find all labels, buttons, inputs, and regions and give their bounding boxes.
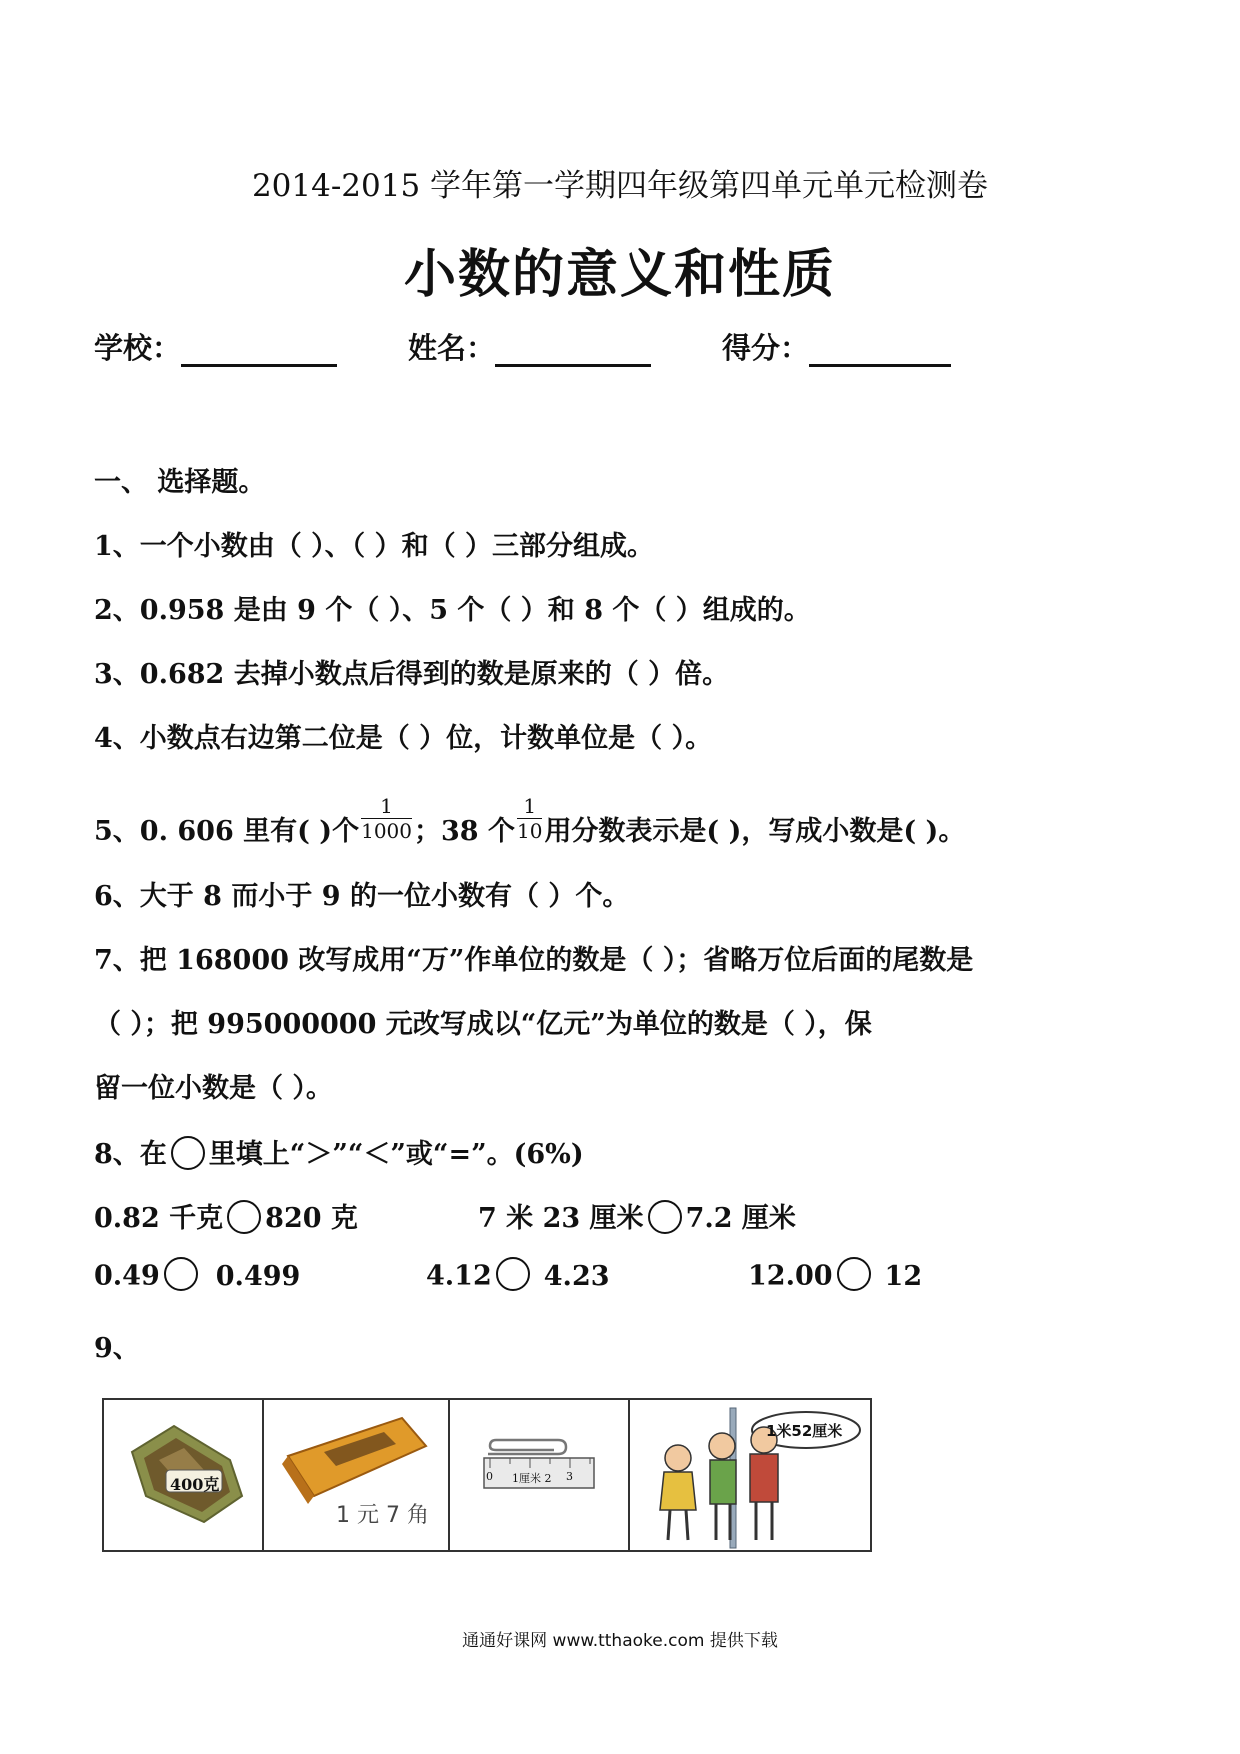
biscuit-price-label: 1 元 7 角 (336, 1503, 429, 1528)
question-4: 4、小数点右边第二位是（ ）位，计数单位是（ ）。 (94, 723, 713, 754)
school-blank[interactable] (181, 334, 337, 367)
question-2: 2、0.958 是由 9 个（ ）、5 个（ ）和 8 个（ ）组成的。 (94, 595, 811, 626)
ruler-three-label: 3 (566, 1470, 573, 1483)
candy-weight-label: 400克 (170, 1475, 220, 1494)
compare-left: 12.00 (748, 1260, 833, 1292)
compare-circle-icon[interactable] (837, 1257, 871, 1291)
compare-right: 0.499 (215, 1260, 301, 1292)
question-3: 3、0.682 去掉小数点后得到的数是原来的（ ）倍。 (94, 659, 730, 690)
compare-right: 820 克 (265, 1203, 358, 1234)
q5-part-b: ；38 个 (414, 816, 515, 847)
compare-circle-icon[interactable] (164, 1257, 198, 1291)
compare-left: 7 米 23 厘米 (478, 1203, 644, 1234)
ruler-mid-label: 1厘米 2 (512, 1472, 552, 1485)
exam-title: 小数的意义和性质 (403, 245, 836, 305)
q5-part-a: 5、0. 606 里有( )个 (94, 816, 360, 847)
fraction-denominator: 1000 (361, 819, 412, 843)
name-field (408, 326, 651, 367)
fraction-one-thousandth (361, 794, 412, 843)
compare-right: 12 (884, 1260, 923, 1292)
ruler-zero-label: 0 (486, 1470, 493, 1483)
compare-circle-icon[interactable] (648, 1200, 682, 1234)
q8-part-b: 里填上“＞”“＜”或“=”。(6%) (208, 1139, 584, 1170)
compare-circle-icon (171, 1136, 205, 1170)
compare-left: 0.49 (94, 1260, 160, 1292)
compare-circle-icon[interactable] (227, 1200, 261, 1234)
school-field (94, 326, 337, 367)
exam-subtitle: 2014-2015 学年第一学期四年级第四单元单元检测卷 (251, 168, 989, 204)
compare-item (748, 1260, 922, 1294)
name-label: 姓名： (408, 331, 496, 365)
name-blank[interactable] (495, 334, 651, 367)
q5-part-c: 用分数表示是( )，写成小数是( )。 (544, 816, 966, 847)
question-9: 9、 (94, 1333, 140, 1364)
question-7-line2: （ ）；把 995000000 元改写成以“亿元”为单位的数是（ ），保 (94, 1009, 872, 1040)
question-1: 1、一个小数由（ ）、（ ）和（ ）三部分组成。 (94, 531, 654, 562)
score-field (722, 326, 951, 367)
picture-cell-biscuit (264, 1400, 450, 1550)
picture-cell-ruler (450, 1400, 630, 1550)
compare-item (94, 1260, 300, 1294)
compare-circle-icon[interactable] (496, 1257, 530, 1291)
question-8 (94, 1132, 584, 1173)
section-heading: 一、 选择题。 (94, 467, 266, 498)
picture-table (102, 1398, 872, 1552)
compare-right: 7.2 厘米 (685, 1203, 796, 1234)
question-7-line3: 留一位小数是（ ）。 (94, 1073, 333, 1104)
compare-right: 4.23 (543, 1260, 610, 1292)
height-label: 1米52厘米 (766, 1422, 843, 1440)
compare-left: 0.82 千克 (94, 1203, 224, 1234)
q8-part-a: 8、在 (94, 1139, 167, 1170)
picture-cell-height (630, 1400, 870, 1550)
compare-item (478, 1196, 796, 1237)
compare-item (426, 1260, 610, 1294)
fraction-one-tenth (517, 794, 542, 843)
fraction-denominator: 10 (516, 819, 543, 843)
fraction-numerator: 1 (361, 794, 412, 819)
footer-text: 通通好课网 www.tthaoke.com 提供下载 (462, 1631, 778, 1651)
compare-item (94, 1196, 358, 1237)
compare-left: 4.12 (426, 1260, 492, 1292)
fraction-numerator: 1 (517, 794, 542, 819)
picture-cell-candy (104, 1400, 264, 1550)
score-label: 得分： (722, 331, 810, 365)
school-label: 学校： (94, 331, 182, 365)
score-blank[interactable] (809, 334, 951, 367)
question-6: 6、大于 8 而小于 9 的一位小数有（ ）个。 (94, 881, 630, 912)
question-5 (94, 794, 966, 857)
question-7-line1: 7、把 168000 改写成用“万”作单位的数是（ ）；省略万位后面的尾数是 (94, 945, 974, 976)
